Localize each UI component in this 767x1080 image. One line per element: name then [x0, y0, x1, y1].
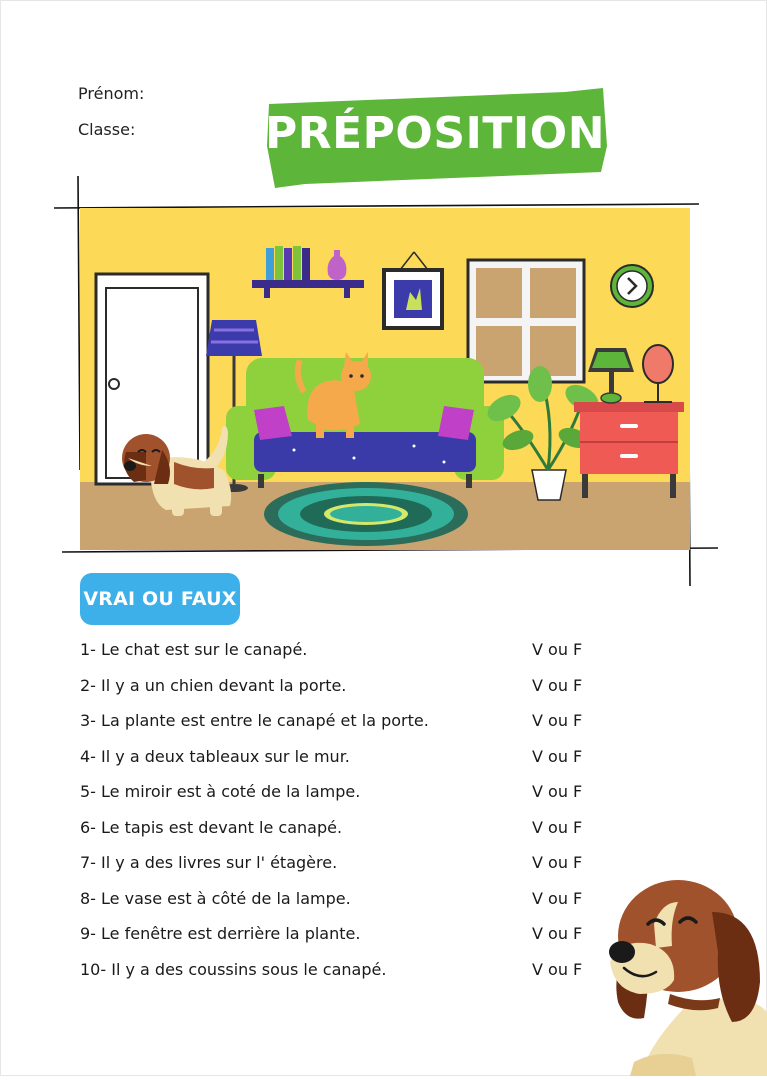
question-row-2: [80, 672, 620, 702]
dog-icon: [600, 872, 767, 1076]
prenom-label: Prénom:: [78, 84, 145, 103]
section-label: VRAI OU FAUX: [83, 588, 237, 610]
answer-choice[interactable]: V ou F: [532, 782, 583, 801]
question-text: 3- La plante est entre le canapé et la porte.: [80, 711, 429, 730]
answer-choice[interactable]: V ou F: [532, 675, 583, 695]
corner-dog-illustration: [600, 872, 767, 1076]
answer-choice[interactable]: V ou F: [532, 888, 583, 908]
question-text: 9- Le fenêtre est derrière la plante.: [80, 924, 361, 943]
question-row-4: [80, 743, 620, 773]
answer-choice[interactable]: V ou F: [532, 711, 583, 730]
vrai-ou-faux-badge: [80, 573, 240, 625]
question-row-8: [80, 885, 620, 915]
window-icon: [468, 260, 584, 382]
answer-choice[interactable]: V ou F: [532, 924, 583, 943]
clock-icon: [611, 265, 653, 307]
answer-choice[interactable]: V ou F: [532, 640, 583, 659]
question-row-10: [80, 956, 620, 986]
question-text: 6- Le tapis est devant le canapé.: [80, 817, 343, 837]
rug-icon: [264, 482, 468, 546]
books-icon: [266, 246, 310, 280]
answer-choice[interactable]: V ou F: [532, 853, 583, 872]
question-text: 5- Le miroir est à coté de la lampe.: [80, 782, 361, 801]
question-row-7: [80, 849, 620, 879]
question-row-6: [80, 814, 620, 844]
question-text: 2- Il y a un chien devant la porte.: [80, 675, 347, 695]
question-text: 7- Il y a des livres sur l' étagère.: [80, 853, 338, 872]
classe-label: Classe:: [78, 120, 136, 139]
question-row-9: [80, 920, 620, 950]
question-text: 10- Il y a des coussins sous le canapé.: [80, 959, 387, 979]
answer-choice[interactable]: V ou F: [532, 959, 583, 979]
question-text: 4- Il y a deux tableaux sur le mur.: [80, 746, 350, 766]
answer-choice[interactable]: V ou F: [532, 817, 583, 837]
living-room-illustration: [54, 170, 720, 590]
scene-svg: [54, 170, 720, 590]
question-text: 8- Le vase est à côté de la lampe.: [80, 888, 351, 908]
question-row-3: [80, 707, 620, 737]
question-row-1: [80, 636, 620, 666]
page-title: PRÉPOSITIONS: [265, 108, 638, 159]
question-row-5: [80, 778, 620, 808]
answer-choice[interactable]: V ou F: [532, 746, 583, 766]
question-text: 1- Le chat est sur le canapé.: [80, 640, 308, 659]
